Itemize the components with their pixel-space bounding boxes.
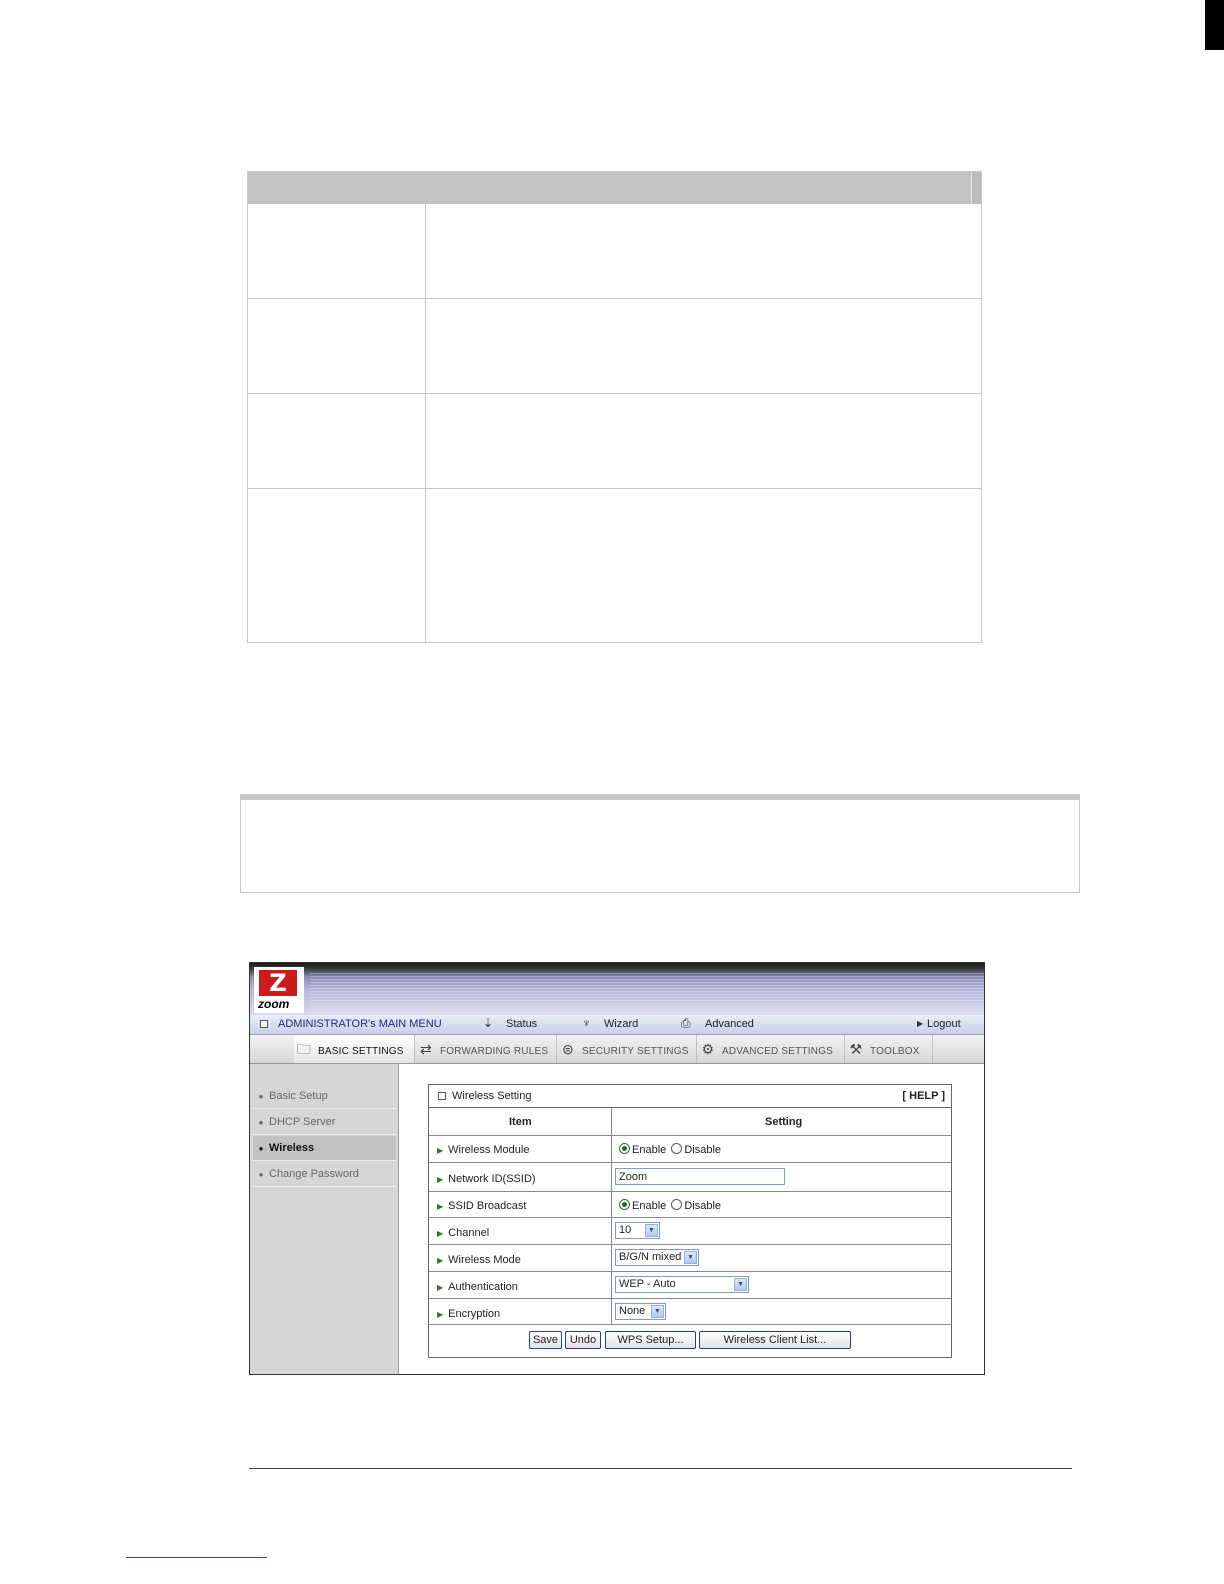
sidebar-item-change-password[interactable]: ● Change Password (253, 1162, 396, 1187)
router-admin-screenshot (249, 962, 985, 1375)
row-ssid (429, 1163, 951, 1192)
footer-link-underline (126, 1557, 267, 1558)
column-header-item: Item (509, 1116, 532, 1128)
advanced-icon: ⎙ (681, 1016, 691, 1030)
menu-square-icon (260, 1020, 268, 1028)
ssid-broadcast-options: Enable Disable (619, 1199, 721, 1212)
sidebar-item-dhcp-server[interactable]: ● DHCP Server (253, 1110, 396, 1135)
row-arrow-icon: ▶ (437, 1283, 444, 1292)
status-icon: ⇣ (483, 1016, 494, 1030)
ssid-label: Network ID(SSID) (448, 1173, 536, 1185)
wireless-module-enable-radio[interactable] (619, 1143, 630, 1154)
ssid-input[interactable]: Zoom (615, 1168, 785, 1185)
tab-advanced-settings[interactable]: ⚙ ADVANCED SETTINGS (698, 1035, 845, 1063)
folder-icon: 🗀 (296, 1041, 312, 1057)
table-row (248, 488, 981, 489)
channel-label: Channel (448, 1227, 490, 1239)
panel-title: Wireless Setting (452, 1090, 532, 1102)
gear-icon: ⚙ (701, 1041, 715, 1057)
admin-main-menu-label: ADMINISTRATOR's MAIN MENU (278, 1018, 442, 1030)
wireless-mode-label: Wireless Mode (448, 1254, 521, 1266)
row-arrow-icon: ▶ (437, 1310, 444, 1319)
tab-toolbox[interactable]: ⚒ TOOLBOX (846, 1035, 933, 1063)
sidebar-item-wireless[interactable]: ● Wireless (253, 1136, 396, 1161)
wireless-module-options: Enable Disable (619, 1143, 721, 1156)
logout-link[interactable]: Logout (927, 1018, 961, 1030)
logout-arrow-icon: ▶ (917, 1019, 924, 1028)
row-wireless-mode (429, 1245, 951, 1272)
row-ssid-broadcast (429, 1192, 951, 1218)
page-edge-tab (1205, 0, 1224, 50)
wireless-mode-select[interactable]: B/G/N mixed ▼ (615, 1249, 699, 1266)
wireless-setting-panel (428, 1084, 952, 1358)
encryption-select[interactable]: None ▼ (615, 1303, 666, 1320)
row-arrow-icon: ▶ (437, 1146, 444, 1155)
bullet-icon: ● (258, 1170, 264, 1179)
wizard-icon: ♆ (582, 1016, 591, 1030)
row-arrow-icon: ▶ (437, 1229, 444, 1238)
wizard-link[interactable]: Wizard (604, 1018, 639, 1030)
undo-button[interactable]: Undo (565, 1331, 601, 1349)
column-header-setting: Setting (765, 1116, 803, 1128)
wireless-client-list-button[interactable]: Wireless Client List... (699, 1331, 851, 1349)
status-link[interactable]: Status (506, 1018, 538, 1030)
row-arrow-icon: ▶ (437, 1256, 444, 1265)
document-table (247, 171, 982, 643)
row-authentication (429, 1272, 951, 1299)
bullet-icon: ● (258, 1144, 264, 1153)
table-header-row (429, 1108, 951, 1136)
help-link[interactable]: [ HELP ] (902, 1090, 945, 1102)
tab-forwarding-rules[interactable]: ⇄ FORWARDING RULES (416, 1035, 557, 1063)
tab-basic-settings[interactable]: 🗀 BASIC SETTINGS (294, 1035, 415, 1063)
ssid-broadcast-label: SSID Broadcast (448, 1200, 527, 1212)
arrows-icon: ⇄ (420, 1041, 432, 1057)
wireless-module-disable-radio[interactable] (671, 1143, 682, 1154)
lock-icon: ⊜ (562, 1041, 574, 1057)
sidebar (250, 1064, 399, 1374)
chevron-down-icon: ▼ (645, 1224, 658, 1237)
channel-select[interactable]: 10 ▼ (615, 1222, 660, 1239)
note-box (240, 794, 1080, 893)
save-button[interactable]: Save (529, 1331, 562, 1349)
encryption-label: Encryption (448, 1308, 501, 1320)
chevron-down-icon: ▼ (651, 1305, 664, 1318)
chevron-down-icon: ▼ (734, 1278, 747, 1291)
advanced-link[interactable]: Advanced (705, 1018, 754, 1030)
ssid-broadcast-disable-radio[interactable] (671, 1199, 682, 1210)
footer-rule (249, 1468, 1072, 1469)
panel-square-icon (438, 1092, 446, 1100)
sidebar-item-basic-setup[interactable]: ● Basic Setup (253, 1084, 396, 1109)
row-arrow-icon: ▶ (437, 1202, 444, 1211)
row-arrow-icon: ▶ (437, 1175, 444, 1184)
toolbox-icon: ⚒ (849, 1041, 863, 1057)
chevron-down-icon: ▼ (684, 1251, 697, 1264)
header-banner (250, 963, 984, 1015)
row-encryption (429, 1299, 951, 1325)
wps-setup-button[interactable]: WPS Setup... (605, 1331, 696, 1349)
panel-title-bar (429, 1085, 951, 1108)
table-row (248, 298, 981, 299)
authentication-label: Authentication (448, 1281, 518, 1293)
tab-security-settings[interactable]: ⊜ SECURITY SETTINGS (558, 1035, 697, 1063)
bullet-icon: ● (258, 1092, 264, 1101)
row-wireless-module (429, 1136, 951, 1163)
bullet-icon: ● (258, 1118, 264, 1127)
wireless-module-label: Wireless Module (448, 1144, 530, 1156)
zoom-logo: Z zoom (254, 967, 304, 1013)
settings-tab-bar (250, 1035, 984, 1064)
document-table-header (248, 172, 981, 204)
ssid-broadcast-enable-radio[interactable] (619, 1199, 630, 1210)
row-channel (429, 1218, 951, 1245)
table-row (248, 393, 981, 394)
authentication-select[interactable]: WEP - Auto ▼ (615, 1276, 749, 1293)
main-menu-bar (250, 1015, 984, 1035)
